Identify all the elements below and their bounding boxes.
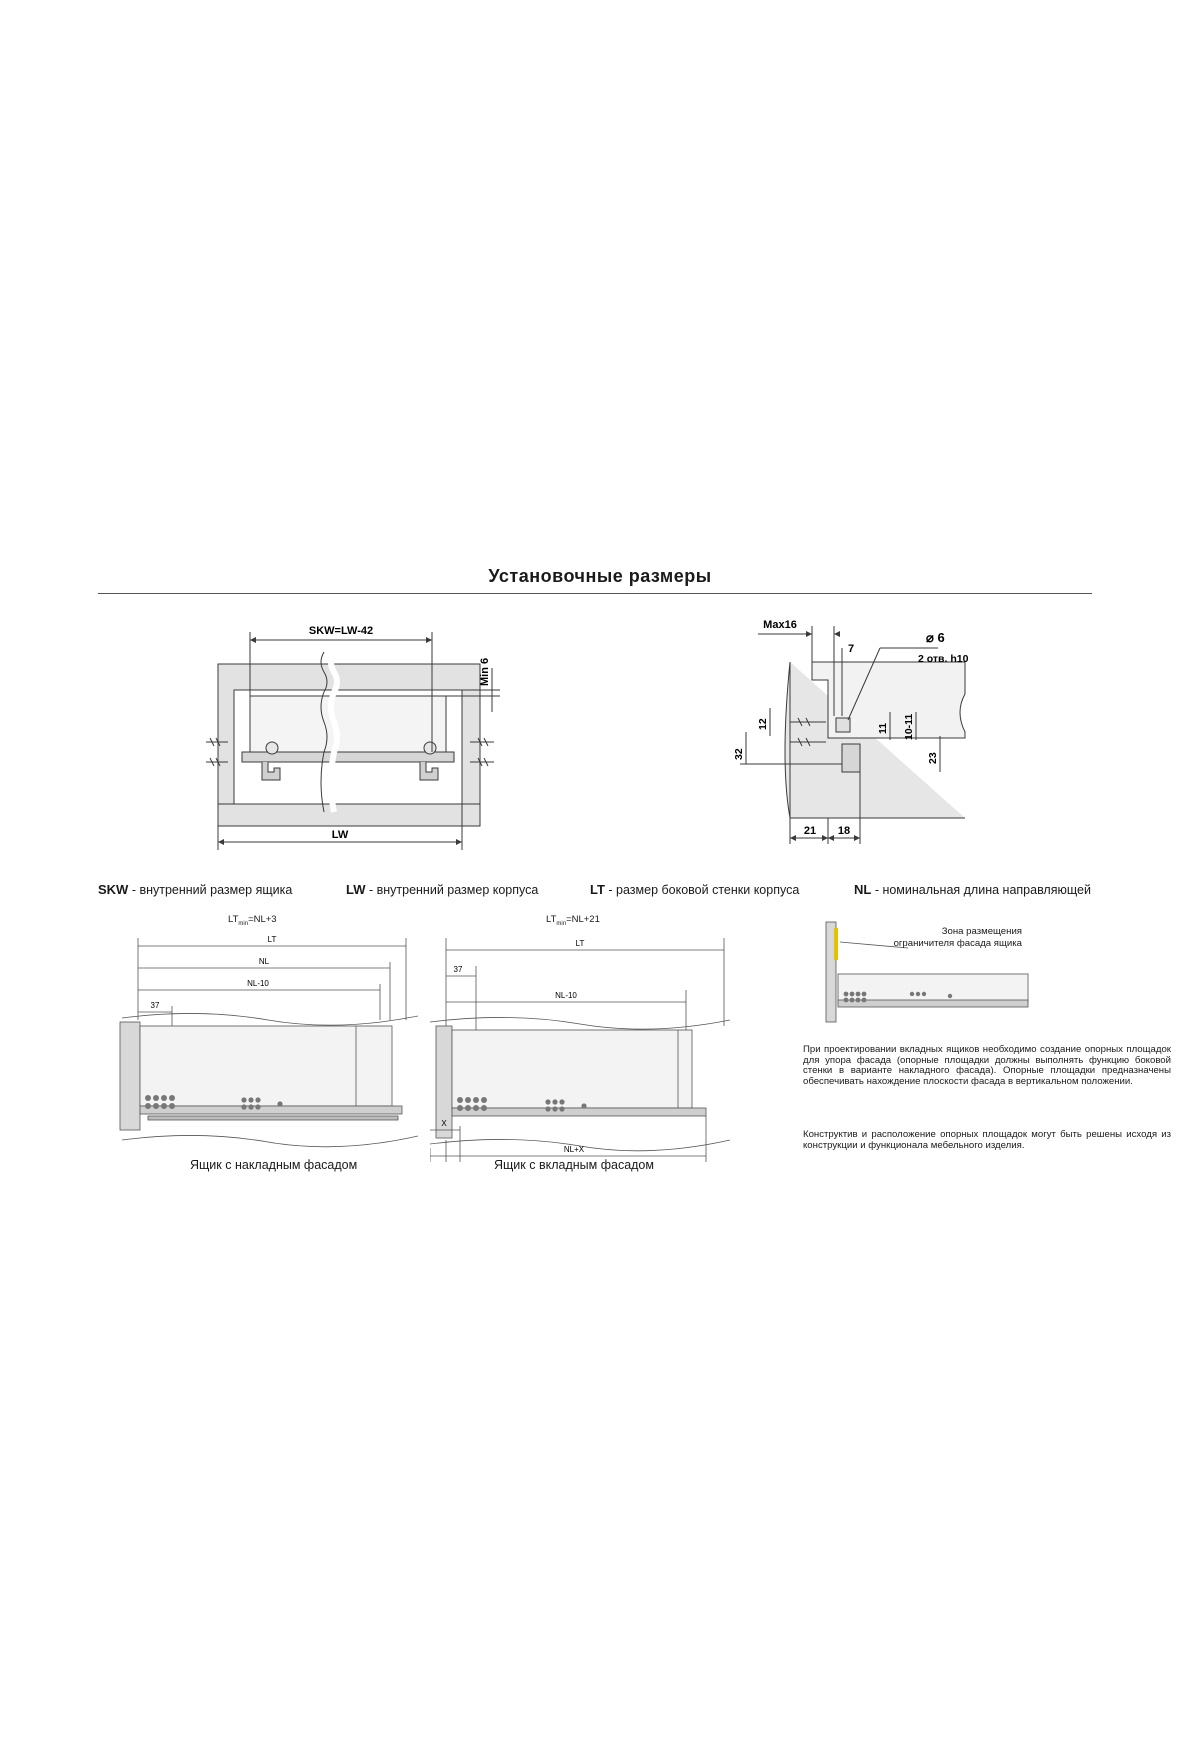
cabinet-right xyxy=(462,690,480,804)
drawer-box xyxy=(250,696,446,756)
inset-lt-label: LT xyxy=(575,939,585,948)
runner-base xyxy=(148,1116,398,1120)
min6-label: Min 6 xyxy=(479,657,491,686)
inset-runner-rail xyxy=(452,1108,706,1116)
side-detail-diagram xyxy=(730,612,970,852)
legend-skw: SKW - внутренний размер ящика xyxy=(98,882,293,897)
holes-label: 2 отв. h10 xyxy=(918,653,969,665)
inset-drawer-diagram xyxy=(430,930,730,1162)
title-divider xyxy=(98,593,1092,594)
overlay-lt-label: LT xyxy=(267,935,277,944)
d7-label: 7 xyxy=(848,643,855,655)
d21-label: 21 xyxy=(803,825,817,837)
runner-left xyxy=(262,762,280,780)
d32-label: 32 xyxy=(733,748,745,760)
inset-x-label: X xyxy=(441,1119,447,1128)
d18-label: 18 xyxy=(837,825,851,837)
overlay-37-label: 37 xyxy=(150,1001,160,1010)
runner-profile xyxy=(842,744,860,772)
zone-label: Зона размещения ограничителя фасада ящика xyxy=(893,926,1022,949)
overlay-nl10-label: NL-10 xyxy=(247,979,269,988)
zone-drawer xyxy=(838,974,1028,1004)
note-paragraph-1: При проектировании вкладных ящиков необходимо создание опорных площадок для упора фасада (опорные площадки должны выполнять функцию боковой стенки в варианте накладного фасада). Опорные площадки предназначены обеспечивать нахождение плоскости фасада в вертикальном положении. xyxy=(803,1044,1171,1087)
drawer-side-panel xyxy=(140,1026,392,1106)
legend-lw: LW - внутренний размер корпуса xyxy=(346,882,539,897)
clip-left xyxy=(266,742,278,754)
max16-label: Max16 xyxy=(763,619,797,631)
overlay-drawer-diagram xyxy=(118,930,418,1150)
inset-drawer-side-panel xyxy=(452,1030,692,1108)
inset-37-label: 37 xyxy=(453,965,463,974)
legend-nl: NL - номинальная длина направляющей xyxy=(854,882,1091,897)
runner-rail xyxy=(140,1106,402,1114)
front-panel xyxy=(120,1022,140,1130)
d10-11-label: 10-11 xyxy=(903,713,915,740)
zone-runner xyxy=(838,1000,1028,1007)
cabinet-bottom xyxy=(218,804,480,826)
d11-label: 11 xyxy=(877,722,889,734)
clip-right xyxy=(424,742,436,754)
skw-label: SKW=LW-42 xyxy=(308,625,374,637)
overlay-caption: Ящик с накладным фасадом xyxy=(190,1158,358,1172)
d12-label: 12 xyxy=(757,718,769,730)
legend-lt: LT - размер боковой стенки корпуса xyxy=(590,882,800,897)
d23-label: 23 xyxy=(927,752,939,764)
note-paragraph-2: Конструктив и расположение опорных площадок могут быть решены исходя из конструкции и функционала мебельного изделия. xyxy=(803,1129,1171,1151)
lw-label: LW xyxy=(331,829,349,841)
hole-diameter-label: ⌀ 6 xyxy=(926,630,945,645)
inset-nl10-label: NL-10 xyxy=(555,991,577,1000)
inset-nlx-label: NL+X xyxy=(563,1145,585,1154)
runner-right xyxy=(420,762,438,780)
clip xyxy=(836,718,850,732)
overlay-nl-label: NL xyxy=(258,957,270,966)
overlay-formula: $LT_{min}=NL+3$ xyxy=(228,914,277,927)
page-title: Установочные размеры xyxy=(488,566,712,586)
inset-caption: Ящик с вкладным фасадом xyxy=(494,1158,654,1172)
cross-section-diagram xyxy=(200,612,500,852)
inset-formula: $LT_{min}=NL+21$ xyxy=(546,914,600,927)
